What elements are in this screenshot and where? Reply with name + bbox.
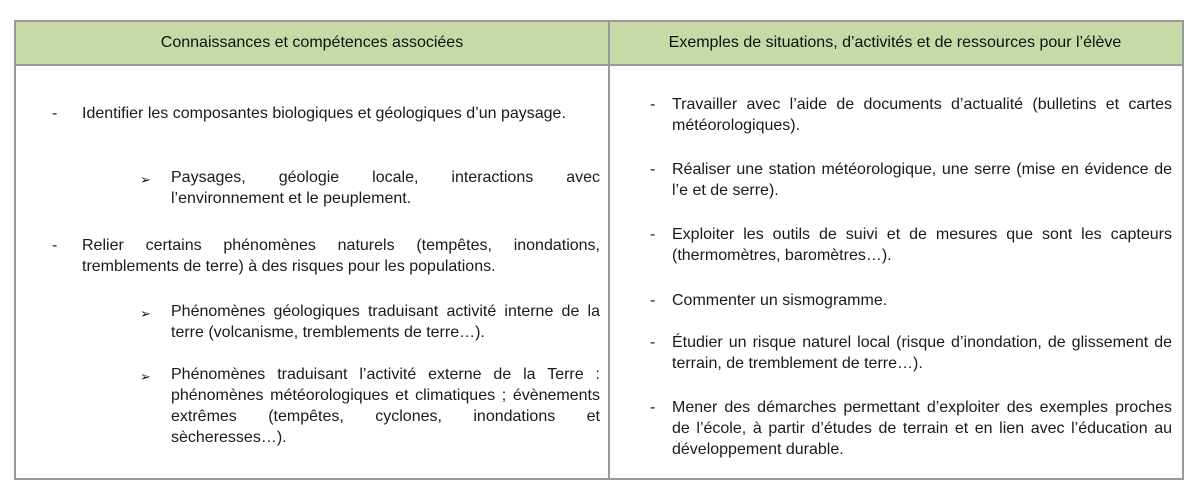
dash-bullet: - xyxy=(52,105,58,122)
list-item: Étudier un risque naturel local (risque d’inondation, de glissement de terrain, de tremblement de terre…). xyxy=(672,334,1172,372)
list-item: Réaliser une station météorologique, une serre (mise en évidence de l’e et de serre). xyxy=(672,161,1172,199)
arrow-bullet-icon: ➢ xyxy=(140,306,151,321)
dash-bullet: - xyxy=(650,399,656,416)
list-item: Commenter un sismogramme. xyxy=(672,292,888,309)
list-item: Identifier les composantes biologiques et géologiques d’un paysage. xyxy=(82,105,566,122)
curriculum-table xyxy=(14,20,1184,480)
dash-bullet: - xyxy=(650,226,656,243)
list-item: Exploiter les outils de suivi et de mesures que sont les capteurs (thermomètres, baromètres…). xyxy=(672,226,1172,264)
dash-bullet: - xyxy=(52,237,58,254)
dash-bullet: - xyxy=(650,161,656,178)
list-item: Phénomènes géologiques traduisant activité interne de la terre (volcanisme, tremblements de terre…). xyxy=(171,303,600,341)
list-item: Mener des démarches permettant d’exploiter des exemples proches de l’école, à partir d’études de terrain et en lien avec l’éducation au développement durable. xyxy=(672,399,1172,458)
arrow-bullet-icon: ➢ xyxy=(140,172,151,187)
list-item: Paysages, géologie locale, interactions avec l’environnement et le peuplement. xyxy=(171,169,600,207)
table-header-row xyxy=(16,22,1182,66)
header-situations-activities: Exemples de situations, d’activités et de ressources pour l’élève xyxy=(668,34,1122,51)
header-knowledge-skills: Connaissances et compétences associées xyxy=(160,34,464,51)
list-item: Phénomènes traduisant l’activité externe de la Terre : phénomènes météorologiques et climatiques ; évènements extrêmes (tempêtes, cyclones, inondations et sècheresses…). xyxy=(171,366,600,446)
dash-bullet: - xyxy=(650,96,656,113)
dash-bullet: - xyxy=(650,292,656,309)
list-item: Travailler avec l’aide de documents d’actualité (bulletins et cartes météorologiques). xyxy=(672,96,1172,134)
column-divider xyxy=(608,22,610,478)
list-item: Relier certains phénomènes naturels (tempêtes, inondations, tremblements de terre) à des risques pour les populations. xyxy=(82,237,600,275)
dash-bullet: - xyxy=(650,334,656,351)
arrow-bullet-icon: ➢ xyxy=(140,369,151,384)
